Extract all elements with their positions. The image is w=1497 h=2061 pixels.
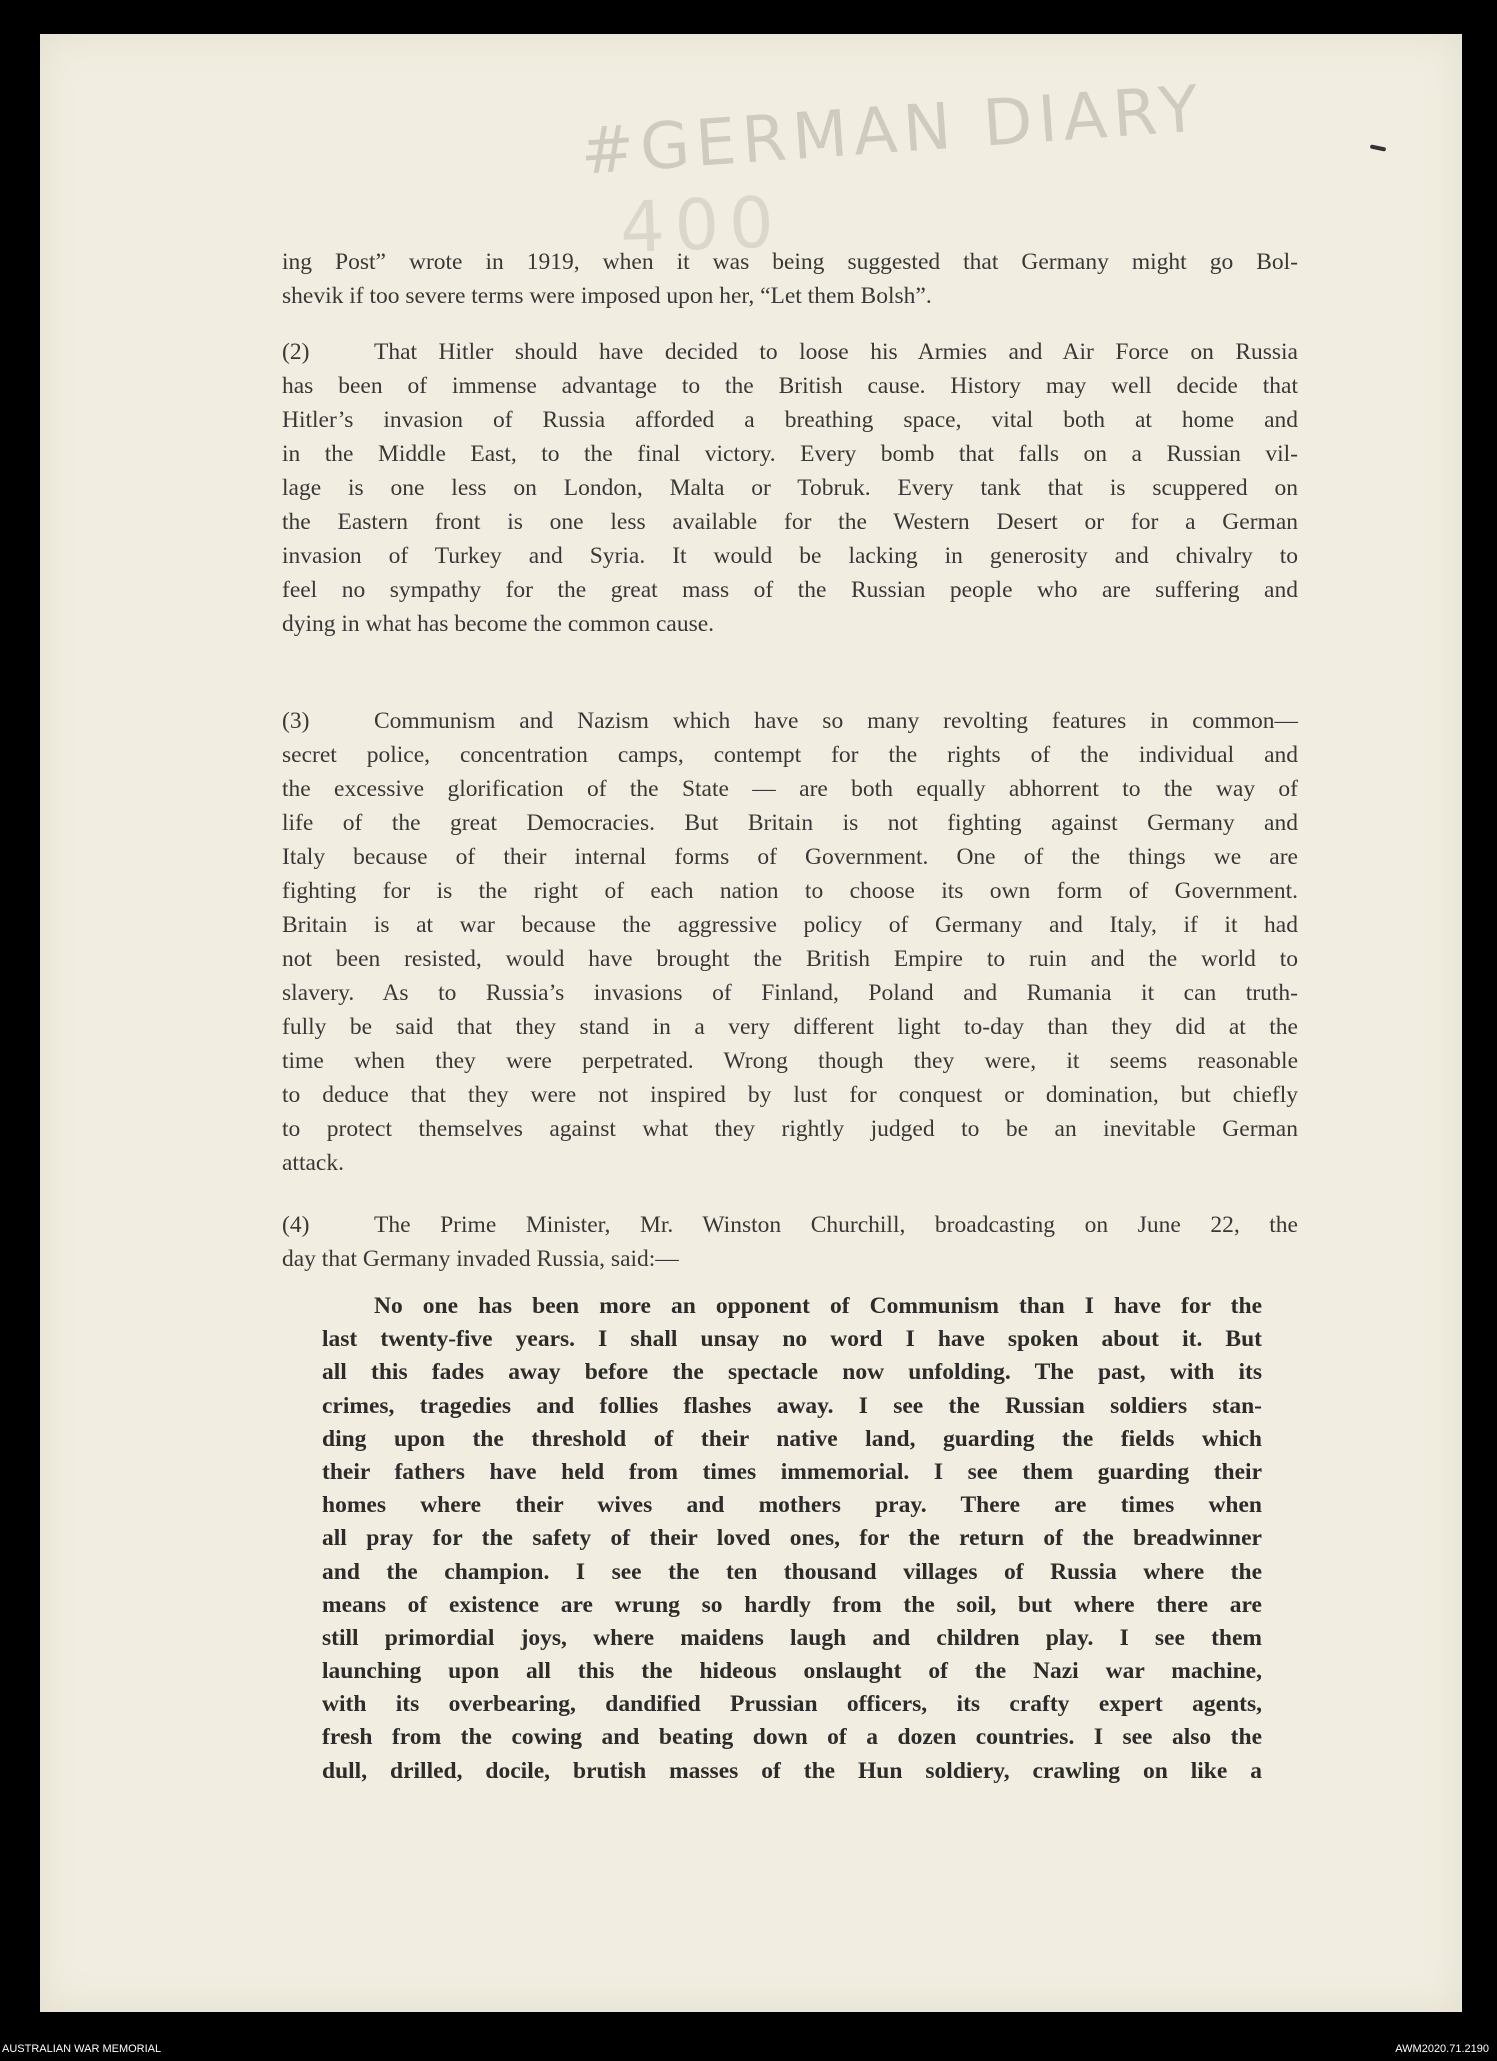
paragraph-4 [282, 1208, 1298, 1276]
text-line: invasion of Turkey and Syria. It would be lacking in generosity and chivalry to [282, 543, 1298, 569]
text-line: slavery. As to Russia’s invasions of Finland, Poland and Rumania it can truth- [282, 980, 1298, 1006]
text-line: time when they were perpetrated. Wrong though they were, it seems reasonable [282, 1048, 1298, 1074]
churchill-quotation [322, 1290, 1262, 1788]
quote-line: fresh from the cowing and beating down of a dozen countries. I see also the [322, 1724, 1262, 1751]
text-line: fully be said that they stand in a very different light to-day than they did at the [282, 1014, 1298, 1040]
quote-line: still primordial joys, where maidens laugh and children play. I see them [322, 1624, 1262, 1651]
quote-line: last twenty-five years. I shall unsay no word I have spoken about it. But [322, 1326, 1262, 1353]
quote-line: No one has been more an opponent of Communism than I have for the [374, 1293, 1262, 1319]
text-line: has been of immense advantage to the British cause. History may well decide that [282, 373, 1298, 399]
text-line: Hitler’s invasion of Russia afforded a breathing space, vital both at home and [282, 407, 1298, 433]
text-line: secret police, concentration camps, contempt for the rights of the individual and [282, 742, 1298, 768]
paragraph-number: (2) [282, 339, 310, 365]
text-line: life of the great Democracies. But Britain is not fighting against Germany and [282, 810, 1298, 836]
footer-institution: AUSTRALIAN WAR MEMORIAL [2, 2043, 162, 2055]
text-line: dying in what has become the common cause. [282, 611, 715, 637]
text-line: (4) The Prime Minister, Mr. Winston Churchill, broadcasting on June 22, the [282, 1208, 1298, 1242]
text-line: attack. [282, 1150, 344, 1176]
text-line: (3) Communism and Nazism which have so many revolting features in common— [282, 704, 1298, 738]
document-page [40, 34, 1462, 2012]
quote-line: homes where their wives and mothers pray. There are times when [322, 1492, 1262, 1519]
paragraph-number: (4) [282, 1212, 310, 1238]
quote-line: all pray for the safety of their loved ones, for the return of the breadwinner [322, 1525, 1262, 1552]
paragraph-2 [282, 335, 1298, 641]
text-line: ing Post” wrote in 1919, when it was being suggested that Germany might go Bol- [282, 249, 1298, 275]
quote-line: with its overbearing, dandified Prussian officers, its crafty expert agents, [322, 1691, 1262, 1718]
text-line: to protect themselves against what they rightly judged to be an inevitable German [282, 1116, 1298, 1142]
text-line: feel no sympathy for the great mass of the Russian people who are suffering and [282, 577, 1298, 603]
pencil-number: 400 [618, 181, 785, 269]
text-line: Italy because of their internal forms of Government. One of the things we are [282, 844, 1298, 870]
text-line: shevik if too severe terms were imposed upon her, “Let them Bolsh”. [282, 283, 932, 309]
text-line: the excessive glorification of the State — are both equally abhorrent to the way of [282, 776, 1298, 802]
text-line: fighting for is the right of each nation to choose its own form of Government. [282, 878, 1298, 904]
quote-line: and the champion. I see the ten thousand villages of Russia where the [322, 1558, 1262, 1585]
text-line: lage is one less on London, Malta or Tobruk. Every tank that is scuppered on [282, 475, 1298, 501]
footer-accession-number: AWM2020.71.2190 [1395, 2043, 1489, 2055]
quote-line: launching upon all this the hideous onslaught of the Nazi war machine, [322, 1658, 1262, 1685]
text-line: Britain is at war because the aggressive policy of Germany and Italy, if it had [282, 912, 1298, 938]
text-line: to deduce that they were not inspired by lust for conquest or domination, but chiefly [282, 1082, 1298, 1108]
text-line: in the Middle East, to the final victory. Every bomb that falls on a Russian vil- [282, 441, 1298, 467]
quote-line: means of existence are wrung so hardly from the soil, but where there are [322, 1591, 1262, 1618]
quote-line: their fathers have held from times immemorial. I see them guarding their [322, 1458, 1262, 1485]
text-line: not been resisted, would have brought the British Empire to ruin and the world to [282, 946, 1298, 972]
paragraph-continuation [282, 245, 1298, 313]
text-line: day that Germany invaded Russia, said:— [282, 1246, 679, 1272]
pencil-annotation: #GERMAN DIARY [578, 72, 1207, 190]
quote-line: dull, drilled, docile, brutish masses of the Hun soldiery, crawling on like a [322, 1757, 1262, 1784]
quote-line: ding upon the threshold of their native land, guarding the fields which [322, 1425, 1262, 1452]
quote-line: all this fades away before the spectacle now unfolding. The past, with its [322, 1359, 1262, 1386]
ink-mark [1370, 144, 1386, 151]
text-line: (2) That Hitler should have decided to loose his Armies and Air Force on Russia [282, 335, 1298, 369]
quote-line: crimes, tragedies and follies flashes away. I see the Russian soldiers stan- [322, 1392, 1262, 1419]
text-line: the Eastern front is one less available for the Western Desert or for a German [282, 509, 1298, 535]
paragraph-3 [282, 704, 1298, 1180]
paragraph-number: (3) [282, 708, 310, 734]
